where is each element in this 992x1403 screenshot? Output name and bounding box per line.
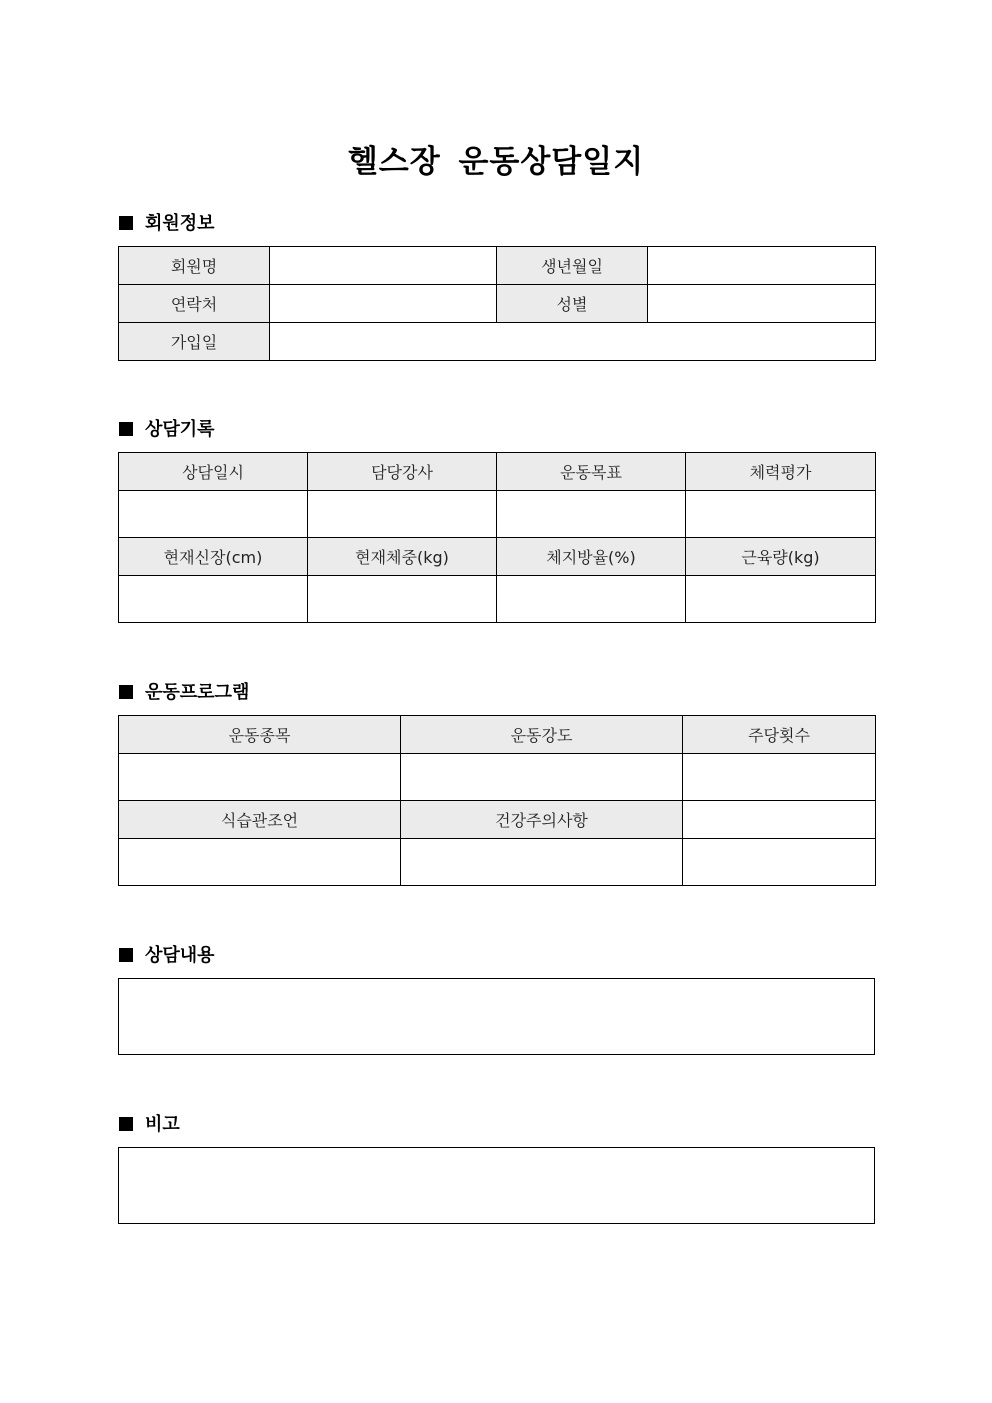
- exercise-type-field[interactable]: [119, 754, 401, 801]
- page-title: 헬스장 운동상담일지: [347, 144, 645, 180]
- health-caution-field[interactable]: [401, 839, 683, 886]
- consult-datetime-label: 상담일시: [119, 453, 308, 491]
- consult-content-box[interactable]: [118, 978, 875, 1055]
- section-title: 비고: [145, 1114, 180, 1135]
- exercise-goal-field[interactable]: [497, 491, 686, 538]
- body-fat-label: 체지방율(%): [497, 538, 686, 576]
- muscle-mass-field[interactable]: [686, 576, 876, 623]
- section-heading-consult-record: [119, 419, 215, 441]
- consult-datetime-field[interactable]: [119, 491, 308, 538]
- member-name-field[interactable]: [270, 247, 497, 285]
- health-caution-label: 건강주의사항: [401, 801, 683, 839]
- section-heading-remarks: [119, 1114, 180, 1136]
- birthdate-label: 생년월일: [497, 247, 648, 285]
- body-fat-field[interactable]: [497, 576, 686, 623]
- trainer-label: 담당강사: [308, 453, 497, 491]
- weight-field[interactable]: [308, 576, 497, 623]
- diet-advice-label: 식습관조언: [119, 801, 401, 839]
- remarks-box[interactable]: [118, 1147, 875, 1224]
- weight-label: 현재체중(kg): [308, 538, 497, 576]
- height-field[interactable]: [119, 576, 308, 623]
- square-bullet-icon: [119, 685, 133, 699]
- member-info-table: [118, 246, 876, 361]
- exercise-program-table: [118, 715, 876, 886]
- section-heading-member-info: [119, 213, 215, 235]
- square-bullet-icon: [119, 216, 133, 230]
- square-bullet-icon: [119, 422, 133, 436]
- exercise-goal-label: 운동목표: [497, 453, 686, 491]
- gender-label: 성별: [497, 285, 648, 323]
- blank-cell[interactable]: [683, 839, 876, 886]
- section-heading-content: [119, 945, 215, 967]
- member-name-label: 회원명: [119, 247, 270, 285]
- exercise-intensity-field[interactable]: [401, 754, 683, 801]
- birthdate-field[interactable]: [648, 247, 876, 285]
- diet-advice-field[interactable]: [119, 839, 401, 886]
- section-title: 상담내용: [145, 945, 215, 966]
- square-bullet-icon: [119, 948, 133, 962]
- consult-record-table: [118, 452, 876, 623]
- section-title: 운동프로그램: [145, 682, 250, 703]
- square-bullet-icon: [119, 1117, 133, 1131]
- join-date-label: 가입일: [119, 323, 270, 361]
- join-date-field[interactable]: [270, 323, 876, 361]
- section-title: 상담기록: [145, 419, 215, 440]
- muscle-mass-label: 근육량(kg): [686, 538, 876, 576]
- blank-cell[interactable]: [683, 801, 876, 839]
- trainer-field[interactable]: [308, 491, 497, 538]
- height-label: 현재신장(cm): [119, 538, 308, 576]
- exercise-type-label: 운동종목: [119, 716, 401, 754]
- weekly-frequency-label: 주당횟수: [683, 716, 876, 754]
- exercise-intensity-label: 운동강도: [401, 716, 683, 754]
- fitness-assessment-field[interactable]: [686, 491, 876, 538]
- contact-field[interactable]: [270, 285, 497, 323]
- section-heading-program: [119, 682, 249, 704]
- weekly-frequency-field[interactable]: [683, 754, 876, 801]
- gender-field[interactable]: [648, 285, 876, 323]
- section-title: 회원정보: [145, 213, 215, 234]
- contact-label: 연락처: [119, 285, 270, 323]
- fitness-assessment-label: 체력평가: [686, 453, 876, 491]
